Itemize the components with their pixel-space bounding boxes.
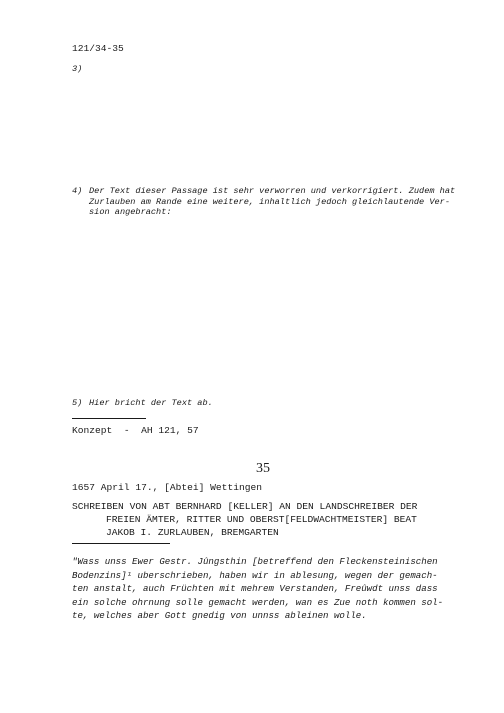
footnote-divider (72, 418, 146, 419)
date-place-line: 1657 April 17., [Abtei] Wettingen (72, 482, 262, 493)
footnote-4-line: Der Text dieser Passage ist sehr verworren und verkorrigiert. Zudem hat (89, 186, 456, 196)
title-line: FREIEN ÄMTER, RITTER UND OBERST[FELDWACHTMEISTER] BEAT (106, 514, 417, 525)
title-line: JAKOB I. ZURLAUBEN, BREMGARTEN (106, 527, 279, 538)
title-divider (72, 543, 170, 544)
body-line: ein solche ohrnung solle gemacht werden, wan es Zue noth kommen sol- (72, 596, 444, 608)
title-line: SCHREIBEN VON ABT BERNHARD [KELLER] AN DEN LANDSCHREIBER DER (72, 501, 418, 512)
footnote-4-line: sion angebracht: (89, 207, 172, 218)
footnote-4-marker: 4) (72, 186, 83, 196)
footnote-4-text (89, 186, 455, 218)
page-reference: 121/34-35 (72, 43, 124, 54)
body-line: ten anstalt, auch Früchten mit mehrem Verstanden, Freûwdt unss dass (72, 583, 438, 595)
letter-body (72, 555, 443, 623)
footnote-3-marker: 3) (72, 64, 83, 74)
footnote-5-text: Hier bricht der Text ab. (89, 398, 213, 408)
document-title (72, 500, 417, 539)
body-line: Bodenzins]¹ uberschrieben, haben wir in ablesung, wegen der gemach- (72, 569, 438, 581)
footnote-5-marker: 5) (72, 398, 83, 408)
body-line: "Wass unss Ewer Gestr. Jûngsthin [betreffend den Fleckensteinischen (72, 556, 438, 567)
source-note: Konzept - AH 121, 57 (72, 425, 199, 436)
body-line: te, welches aber Gott gnedig von unnss ableinen wolle. (72, 610, 367, 622)
footnote-4-line: Zurlauben am Rande eine weitere, inhaltlich jedoch gleichlautende Ver- (89, 196, 450, 207)
document-number: 35 (256, 461, 270, 476)
